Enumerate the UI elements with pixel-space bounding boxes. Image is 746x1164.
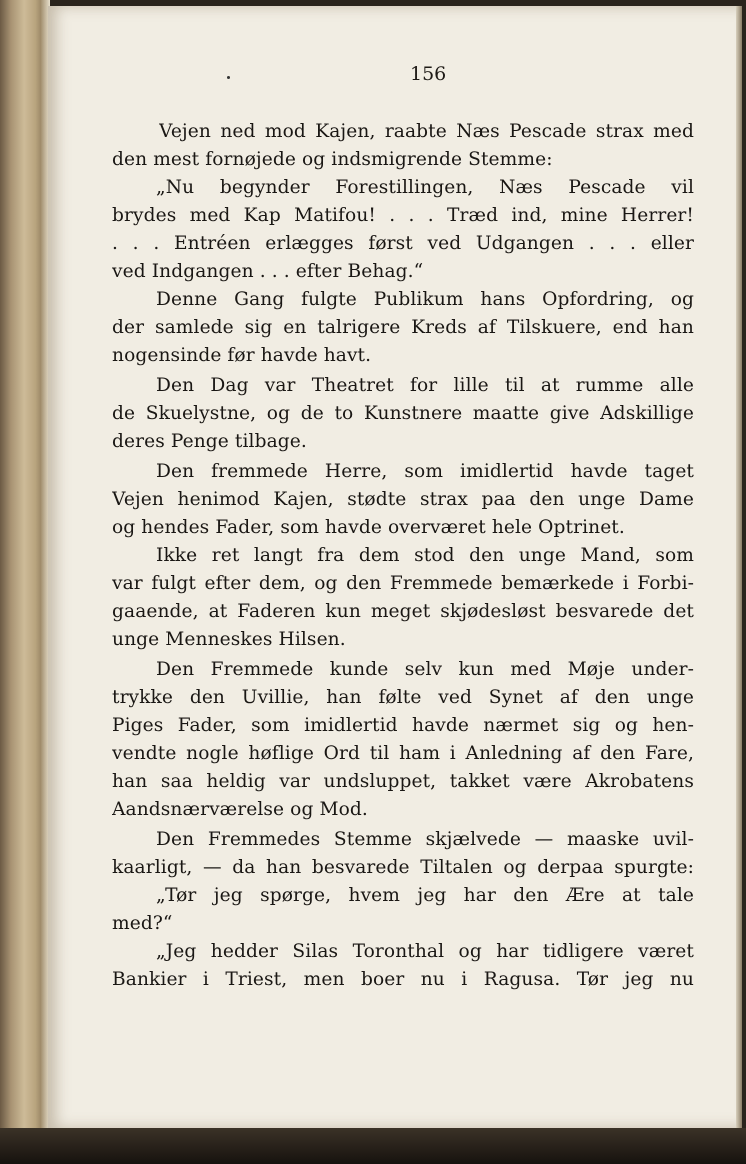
text-line: han saa heldig var undsluppet, takket være Akrobatens (112, 771, 694, 792)
page-number: 156 (410, 63, 447, 85)
text-line: „Nu begynder Forestillingen, Næs Pescade vil (156, 177, 694, 198)
text-line: trykke den Uvillie, han følte ved Synet af den unge (112, 687, 694, 708)
text-line: der samlede sig en talrigere Kreds af Tilskuere, end han (112, 317, 694, 338)
text-line: Vejen henimod Kajen, stødte strax paa den unge Dame (112, 489, 694, 510)
text-line: ved Indgangen . . . efter Behag.“ (112, 261, 424, 282)
text-line: Den Fremmede kunde selv kun med Møje under- (156, 659, 694, 680)
text-line: og hendes Fader, som havde overværet hele Optrinet. (112, 517, 625, 538)
text-line: „Jeg hedder Silas Toronthal og har tidligere været (156, 941, 694, 962)
text-line: Piges Fader, som imidlertid havde nærmet sig og hen- (112, 715, 694, 736)
text-line: Vejen ned mod Kajen, raabte Næs Pescade strax med (159, 121, 694, 142)
text-line: Den fremmede Herre, som imidlertid havde taget (156, 461, 694, 482)
text-line: var fulgt efter dem, og den Fremmede bemærkede i Forbi- (112, 573, 694, 594)
text-line: gaaende, at Faderen kun meget skjødesløst besvarede det (112, 601, 694, 622)
text-line: deres Penge tilbage. (112, 431, 307, 452)
text-line: Denne Gang fulgte Publikum hans Opfordring, og (156, 289, 694, 310)
text-line: kaarligt, — da han besvarede Tiltalen og derpaa spurgte: (112, 857, 694, 878)
text-line: nogensinde før havde havt. (112, 345, 372, 366)
text-line: Den Dag var Theatret for lille til at rumme alle (156, 375, 694, 396)
text-line: de Skuelystne, og de to Kunstnere maatte give Adskillige (112, 403, 694, 424)
text-line: Ikke ret langt fra dem stod den unge Mand, som (156, 545, 694, 566)
text-line: Aandsnærværelse og Mod. (112, 799, 368, 820)
book-binding (0, 0, 44, 1164)
page-right-edge (736, 6, 742, 1136)
text-line: med?“ (112, 913, 173, 934)
text-line: . . . Entréen erlægges først ved Udgangen . . . eller (112, 233, 694, 254)
text-line: vendte nogle høflige Ord til ham i Anledning af den Fare, (112, 743, 694, 764)
text-line: unge Menneskes Hilsen. (112, 629, 346, 650)
text-line: den mest fornøjede og indsmigrende Stemme: (112, 149, 553, 170)
text-line: „Tør jeg spørge, hvem jeg har den Ære at tale (156, 885, 694, 906)
print-speck (227, 76, 230, 79)
text-line: Bankier i Triest, men boer nu i Ragusa. Tør jeg nu (112, 969, 694, 990)
text-line: Den Fremmedes Stemme skjælvede — maaske uvil- (156, 829, 694, 850)
text-line: brydes med Kap Matifou! . . . Træd ind, mine Herrer! (112, 205, 694, 226)
book-bottom-edge (0, 1128, 746, 1164)
